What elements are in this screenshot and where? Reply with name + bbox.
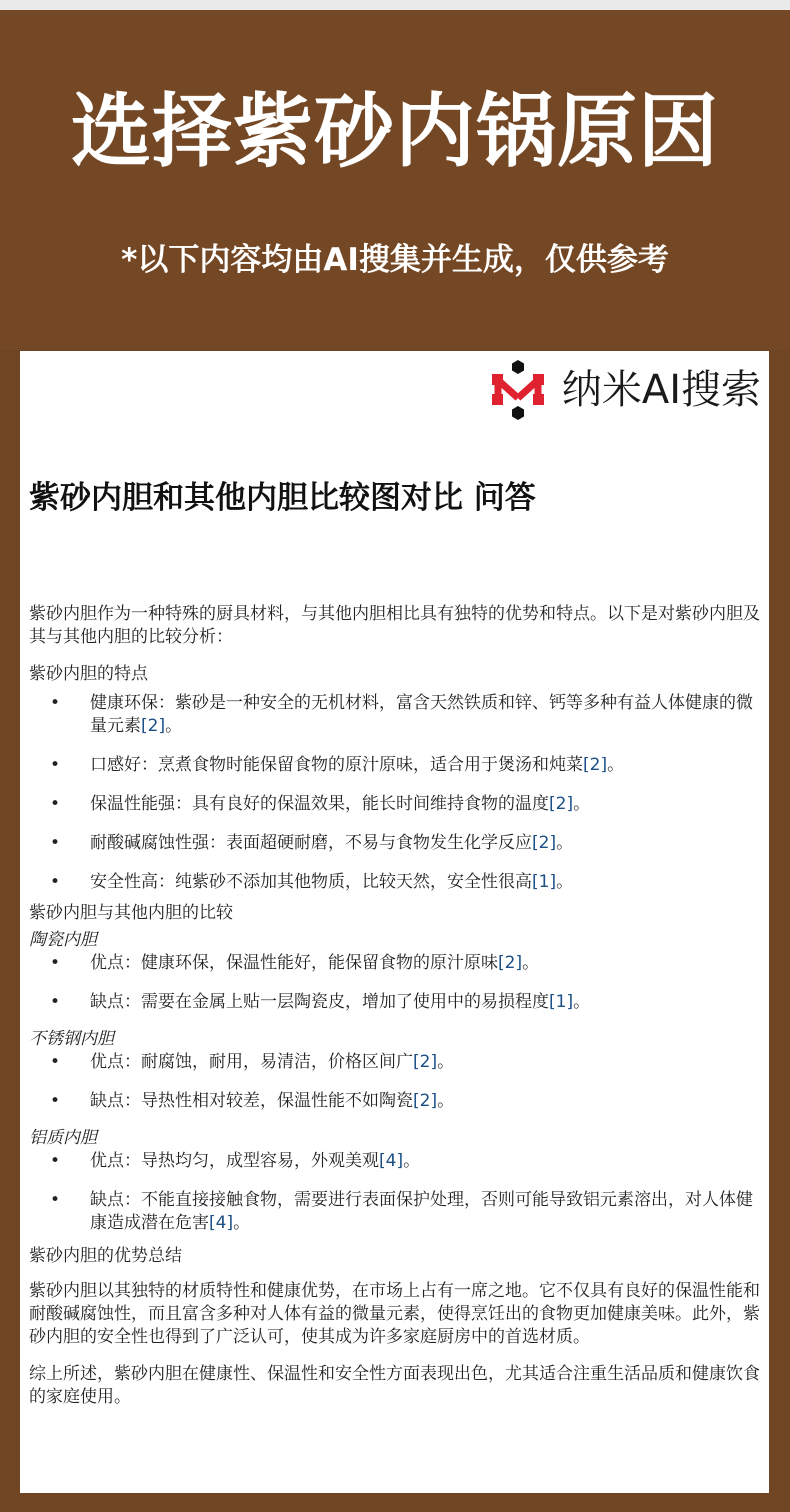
comparison-heading: 紫砂内胆与其他内胆的比较 bbox=[29, 903, 233, 923]
summary-paragraph: 紫砂内胆以其独特的材质特性和健康优势，在市场上占有一席之地。它不仅具有良好的保温性能和耐酸碱腐蚀性，而且富含多种对人体有益的微量元素，使得烹饪出的食物更加健康美味。此外，紫砂内胆的安全性也得到了广泛认可，使其成为许多家庭厨房中的首选材质。 bbox=[29, 1281, 760, 1347]
ceramic-list bbox=[29, 952, 762, 1014]
feature-item-insulation: • 保温性能强：具有良好的保温效果，能长时间维持食物的温度[2]。 bbox=[29, 793, 762, 816]
features-heading: 紫砂内胆的特点 bbox=[29, 664, 148, 684]
brand-logo-text: 纳米AI搜索 bbox=[561, 367, 761, 413]
brand-logo bbox=[488, 357, 761, 423]
aluminum-con: • 缺点：不能直接接触食物，需要进行表面保护处理，否则可能导致铝元素溶出，对人体健康造成潜在危害[4]。 bbox=[29, 1189, 762, 1235]
banner bbox=[0, 10, 790, 350]
article-title: 紫砂内胆和其他内胆比较图对比 问答 bbox=[29, 480, 536, 516]
answer-card bbox=[20, 351, 769, 1493]
citation-link[interactable]: [2] bbox=[141, 716, 166, 736]
aluminum-heading: 铝质内胆 bbox=[29, 1128, 97, 1148]
article-body bbox=[29, 603, 762, 1409]
ceramic-heading: 陶瓷内胆 bbox=[29, 930, 97, 950]
top-strip bbox=[0, 0, 790, 10]
features-list bbox=[29, 692, 762, 894]
feature-item-safety: • 安全性高：纯紫砂不添加其他物质，比较天然，安全性很高[1]。 bbox=[29, 871, 762, 894]
ceramic-pro: • 优点：健康环保，保温性能好，能保留食物的原汁原味[2]。 bbox=[29, 952, 762, 975]
stainless-heading: 不锈钢内胆 bbox=[29, 1029, 114, 1049]
aluminum-pro: • 优点：导热均匀，成型容易，外观美观[4]。 bbox=[29, 1150, 762, 1173]
citation-link[interactable]: [1] bbox=[532, 872, 557, 892]
citation-link[interactable]: [2] bbox=[549, 794, 574, 814]
banner-title: 选择紫砂内锅原因 bbox=[71, 85, 719, 178]
citation-link[interactable]: [2] bbox=[583, 755, 608, 775]
conclusion-paragraph: 综上所述，紫砂内胆在健康性、保温性和安全性方面表现出色，尤其适合注重生活品质和健康饮食的家庭使用。 bbox=[29, 1364, 760, 1407]
stainless-pro: • 优点：耐腐蚀，耐用，易清洁，价格区间广[2]。 bbox=[29, 1051, 762, 1074]
banner-disclaimer: *以下内容均由AI搜集并生成，仅供参考 bbox=[121, 242, 669, 278]
citation-link[interactable]: [4] bbox=[209, 1213, 234, 1233]
aluminum-list bbox=[29, 1150, 762, 1235]
summary-heading: 紫砂内胆的优势总结 bbox=[29, 1246, 182, 1266]
stainless-list bbox=[29, 1051, 762, 1113]
feature-item-corrosion: • 耐酸碱腐蚀性强：表面超硬耐磨，不易与食物发生化学反应[2]。 bbox=[29, 832, 762, 855]
ceramic-con: • 缺点：需要在金属上贴一层陶瓷皮，增加了使用中的易损程度[1]。 bbox=[29, 991, 762, 1014]
feature-item-health: • 健康环保：紫砂是一种安全的无机材料，富含天然铁质和锌、钙等多种有益人体健康的微量元素[2]。 bbox=[29, 692, 762, 738]
intro-paragraph: 紫砂内胆作为一种特殊的厨具材料，与其他内胆相比具有独特的优势和特点。以下是对紫砂内胆及其与其他内胆的比较分析： bbox=[29, 604, 760, 647]
citation-link[interactable]: [2] bbox=[532, 833, 557, 853]
citation-link[interactable]: [2] bbox=[413, 1052, 438, 1072]
citation-link[interactable]: [1] bbox=[549, 992, 574, 1012]
stainless-con: • 缺点：导热性相对较差，保温性能不如陶瓷[2]。 bbox=[29, 1090, 762, 1113]
citation-link[interactable]: [4] bbox=[379, 1151, 404, 1171]
citation-link[interactable]: [2] bbox=[498, 953, 523, 973]
nano-network-logo-icon bbox=[488, 358, 548, 422]
feature-item-taste: • 口感好：烹煮食物时能保留食物的原汁原味，适合用于煲汤和炖菜[2]。 bbox=[29, 754, 762, 777]
citation-link[interactable]: [2] bbox=[413, 1091, 438, 1111]
